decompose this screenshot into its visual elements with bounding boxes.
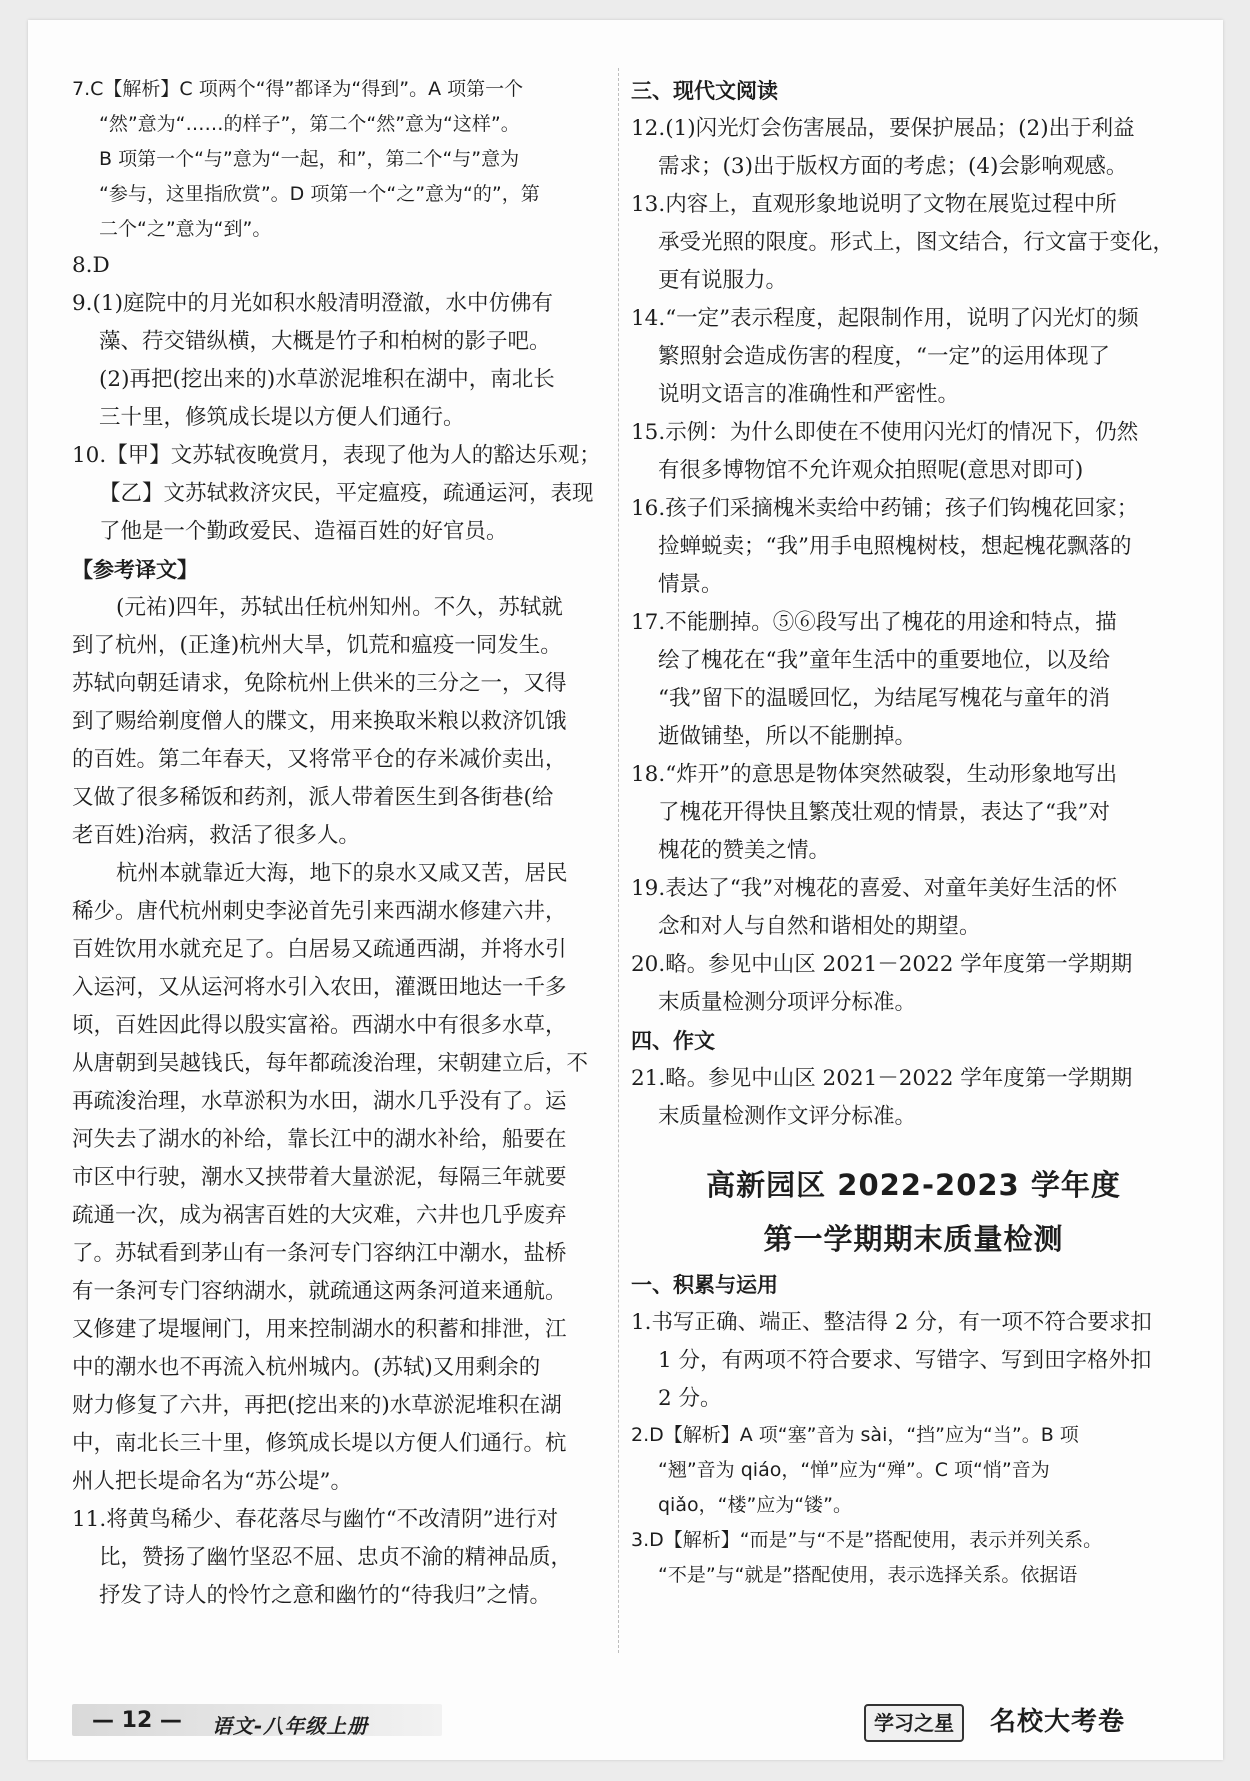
text-line: 承受光照的限度。形式上，图文结合，行文富于变化， xyxy=(658,230,1175,255)
text-line: 有一条河专门容纳湖水，就疏通这两条河道来通航。 xyxy=(72,1279,567,1304)
text-line: 捡蝉蜕卖；“我”用手电照槐树枝，想起槐花飘落的 xyxy=(658,534,1132,559)
text-line: “翘”音为 qiáo，“惮”应为“殚”。C 项“悄”音为 xyxy=(658,1459,1050,1481)
text-line: 疏通一次，成为祸害百姓的大灾难，六井也几乎废弃 xyxy=(72,1203,567,1228)
text-line: 12.(1)闪光灯会伤害展品，要保护展品；(2)出于利益 xyxy=(631,116,1135,141)
book-label: 语文-八年级上册 xyxy=(212,1714,369,1738)
text-line: 中，南北长三十里，修筑成长堤以方便人们通行。杭 xyxy=(72,1431,567,1456)
text-line: 稀少。唐代杭州刺史李泌首先引来西湖水修建六井， xyxy=(72,899,567,924)
text-line: 又修建了堤堰闸门，用来控制湖水的积蓄和排泄，江 xyxy=(72,1317,567,1342)
text-line: 藻、荇交错纵横，大概是竹子和柏树的影子吧。 xyxy=(99,329,551,354)
text-line: 杭州本就靠近大海，地下的泉水又咸又苦，居民 xyxy=(116,861,568,886)
section-heading: 一、积累与运用 xyxy=(631,1273,778,1297)
text-line: 17.不能删掉。⑤⑥段写出了槐花的用途和特点，描 xyxy=(631,610,1117,635)
text-line: 财力修复了六井，再把(挖出来的)水草淤泥堆积在湖 xyxy=(72,1393,562,1418)
text-line: 顷，百姓因此得以殷实富裕。西湖水中有很多水草， xyxy=(72,1013,567,1038)
text-line: 了槐花开得快且繁茂壮观的情景，表达了“我”对 xyxy=(658,800,1110,825)
text-line: 到了杭州，(正逢)杭州大旱，饥荒和瘟疫一同发生。 xyxy=(72,633,562,658)
text-line: 2 分。 xyxy=(658,1386,722,1411)
text-line: 抒发了诗人的怜竹之意和幽竹的“待我归”之情。 xyxy=(99,1583,551,1608)
text-line: 20.略。参见中山区 2021－2022 学年度第一学期期 xyxy=(631,952,1133,977)
text-line: 说明文语言的准确性和严密性。 xyxy=(658,382,960,407)
text-line: 繁照射会造成伤害的程度，“一定”的运用体现了 xyxy=(658,344,1110,369)
text-line: “不是”与“就是”搭配使用，表示选择关系。依据语 xyxy=(658,1564,1078,1586)
text-line: 三十里，修筑成长堤以方便人们通行。 xyxy=(99,405,465,430)
text-line: 末质量检测分项评分标准。 xyxy=(658,990,917,1015)
text-line: 2.D【解析】A 项“塞”音为 sài，“挡”应为“当”。B 项 xyxy=(631,1424,1079,1446)
text-line: 槐花的赞美之情。 xyxy=(658,838,831,863)
text-line: 更有说服力。 xyxy=(658,268,788,293)
text-line: 百姓饮用水就充足了。白居易又疏通西湖，并将水引 xyxy=(72,937,567,962)
section-heading: 三、现代文阅读 xyxy=(631,79,778,103)
section-title: 第一学期期末质量检测 xyxy=(763,1222,1064,1256)
text-line: B 项第一个“与”意为“一起，和”，第二个“与”意为 xyxy=(99,148,520,170)
text-line: 1.书写正确、端正、整洁得 2 分，有一项不符合要求扣 xyxy=(631,1310,1152,1335)
text-line: (元祐)四年，苏轼出任杭州知州。不久，苏轼就 xyxy=(116,595,563,620)
text-line: 河失去了湖水的补给，靠长江中的湖水补给，船要在 xyxy=(72,1127,567,1152)
text-line: 末质量检测作文评分标准。 xyxy=(658,1104,917,1129)
text-line: 情景。 xyxy=(658,572,723,597)
text-line: 【乙】文苏轼救济灾民，平定瘟疫，疏通运河，表现 xyxy=(99,481,594,506)
text-line: 绘了槐花在“我”童年生活中的重要地位，以及给 xyxy=(658,648,1110,673)
text-line: 有很多博物馆不允许观众拍照呢(意思对即可) xyxy=(658,458,1084,483)
page-number: — 12 — xyxy=(92,1708,182,1733)
brand-title: 名校大考卷 xyxy=(990,1707,1126,1737)
text-line: 13.内容上，直观形象地说明了文物在展览过程中所 xyxy=(631,192,1117,217)
text-line: 21.略。参见中山区 2021－2022 学年度第一学期期 xyxy=(631,1066,1133,1091)
text-line: 7.C【解析】C 项两个“得”都译为“得到”。A 项第一个 xyxy=(72,78,524,100)
text-line: 1 分，有两项不符合要求、写错字、写到田字格外扣 xyxy=(658,1348,1152,1373)
text-line: 19.表达了“我”对槐花的喜爱、对童年美好生活的怀 xyxy=(631,876,1118,901)
text-line: 9.(1)庭院中的月光如积水般清明澄澈，水中仿佛有 xyxy=(72,291,553,316)
text-line: qiǎo，“楼”应为“镂”。 xyxy=(658,1494,852,1516)
text-line: 市区中行驶，潮水又挟带着大量淤泥，每隔三年就要 xyxy=(72,1165,567,1190)
page-footer xyxy=(72,1702,1192,1742)
text-line: 入运河，又从运河将水引入农田，灌溉田地达一千多 xyxy=(72,975,567,1000)
text-line: 比，赞扬了幽竹坚忍不屈、忠贞不渝的精神品质， xyxy=(99,1545,573,1570)
text-line xyxy=(631,1136,1196,1158)
text-line: 3.D【解析】“而是”与“不是”搭配使用，表示并列关系。 xyxy=(631,1529,1103,1551)
text-line: 二个“之”意为“到”。 xyxy=(99,218,272,240)
text-line: 10.【甲】文苏轼夜晚赏月，表现了他为人的豁达乐观； xyxy=(72,443,601,468)
text-line: “参与，这里指欣赏”。D 项第一个“之”意为“的”，第 xyxy=(99,183,540,205)
left-column xyxy=(72,72,627,1615)
text-line: 苏轼向朝廷请求，免除杭州上供米的三分之一，又得 xyxy=(72,671,567,696)
text-line: 18.“炸开”的意思是物体突然破裂，生动形象地写出 xyxy=(631,762,1118,787)
text-line: (2)再把(挖出来的)水草淤泥堆积在湖中，南北长 xyxy=(99,367,555,392)
text-line: 中的潮水也不再流入杭州城内。(苏轼)又用剩余的 xyxy=(72,1355,541,1380)
text-line: 8.D xyxy=(72,253,110,278)
text-line: 需求；(3)出于版权方面的考虑；(4)会影响观感。 xyxy=(658,154,1128,179)
text-line: 了他是一个勤政爱民、造福百姓的好官员。 xyxy=(99,519,508,544)
text-line: 到了赐给剃度僧人的牒文，用来换取米粮以救济饥饿 xyxy=(72,709,567,734)
text-line: 11.将黄鸟稀少、春花落尽与幽竹“不改清阴”进行对 xyxy=(72,1507,559,1532)
text-line: 念和对人与自然和谐相处的期望。 xyxy=(658,914,981,939)
section-heading: 四、作文 xyxy=(631,1029,715,1053)
publisher-logo: 学习之星 xyxy=(864,1704,964,1742)
section-title: 高新园区 2022-2023 学年度 xyxy=(706,1168,1121,1202)
text-line: 16.孩子们采摘槐米卖给中药铺；孩子们钩槐花回家； xyxy=(631,496,1139,521)
text-line: “我”留下的温暖回忆，为结尾写槐花与童年的消 xyxy=(658,686,1110,711)
text-line: 逝做铺垫，所以不能删掉。 xyxy=(658,724,917,749)
text-line: 的百姓。第二年春天，又将常平仓的存米减价卖出， xyxy=(72,747,567,772)
text-line: 了。苏轼看到茅山有一条河专门容纳江中潮水，盐桥 xyxy=(72,1241,567,1266)
section-heading: 【参考译文】 xyxy=(72,558,198,582)
text-line: 15.示例：为什么即使在不使用闪光灯的情况下，仍然 xyxy=(631,420,1139,445)
text-line: 老百姓)治病，救活了很多人。 xyxy=(72,823,360,848)
right-column xyxy=(631,72,1196,1593)
text-line: 从唐朝到吴越钱氏，每年都疏浚治理，宋朝建立后，不 xyxy=(72,1051,589,1076)
text-line: 再疏浚治理，水草淤积为水田，湖水几乎没有了。运 xyxy=(72,1089,567,1114)
text-line: 又做了很多稀饭和药剂，派人带着医生到各街巷(给 xyxy=(72,785,554,810)
page xyxy=(28,20,1223,1760)
text-line: 州人把长堤命名为“苏公堤”。 xyxy=(72,1469,352,1494)
text-line: 14.“一定”表示程度，起限制作用，说明了闪光灯的频 xyxy=(631,306,1139,331)
text-line: “然”意为“……的样子”，第二个“然”意为“这样”。 xyxy=(99,113,520,135)
